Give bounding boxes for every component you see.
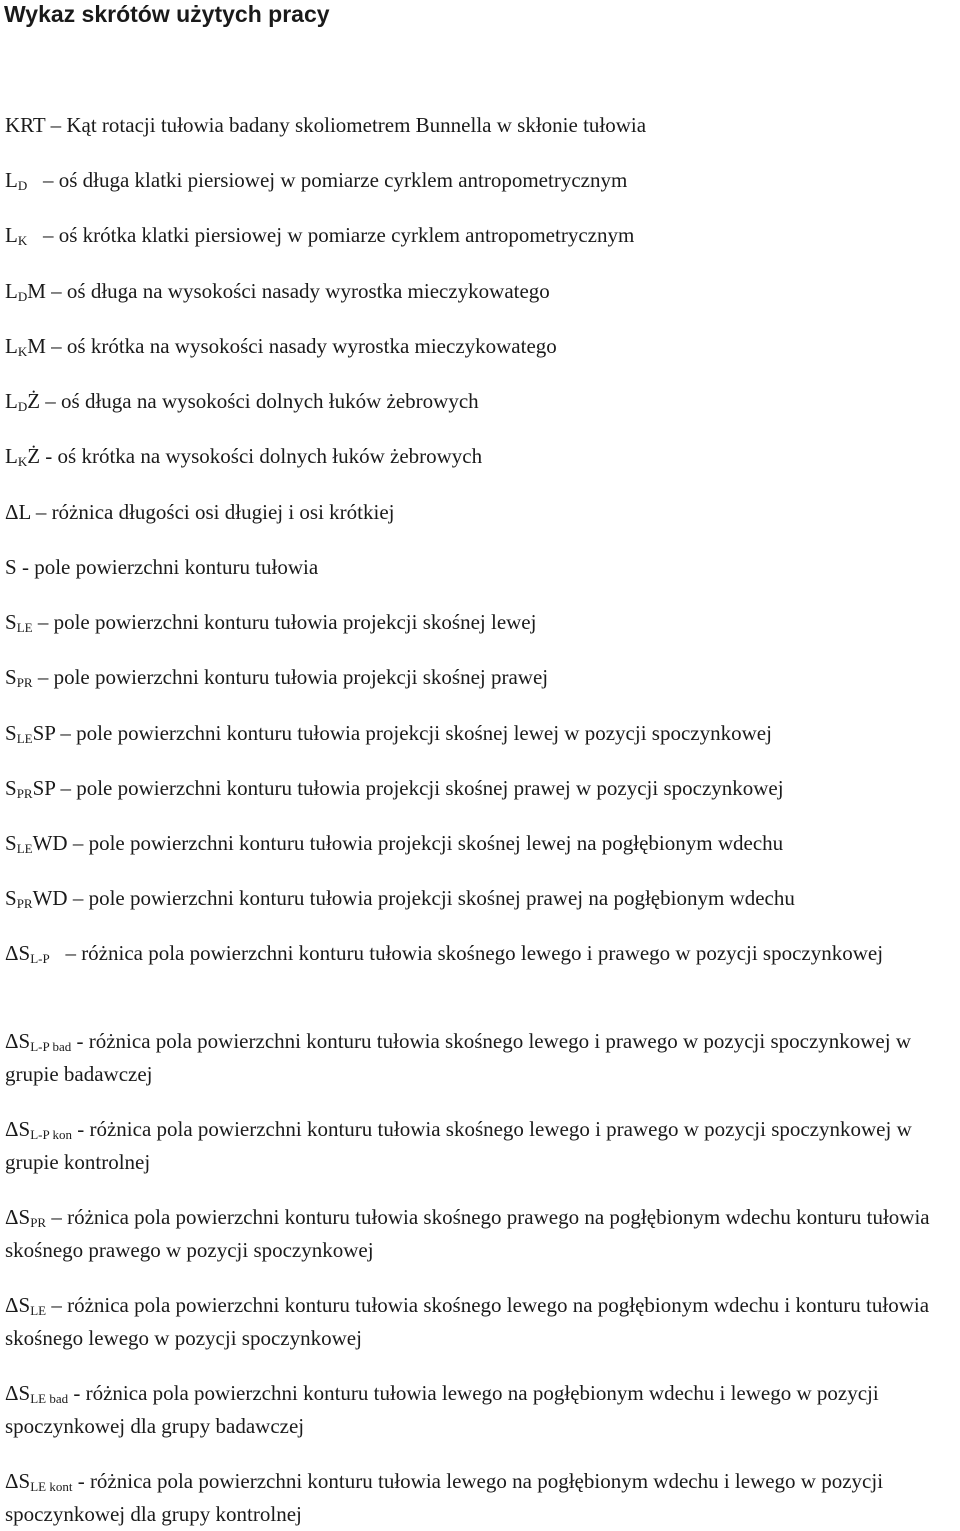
abbreviation-term xyxy=(5,444,40,468)
term-subscript: PR xyxy=(16,896,33,911)
dash-separator: – xyxy=(45,279,67,303)
dash-separator: - xyxy=(72,1469,90,1493)
abbreviation-description: różnica pola powierzchni konturu tułowia lewego na pogłębionym wdechu i lewego w pozycji spoczynkowej dla grupy badawczej xyxy=(5,1381,879,1438)
term-suffix: WD xyxy=(32,886,68,910)
abbreviation-term xyxy=(5,886,68,910)
abbreviation-description: pole powierzchni konturu tułowia projekcji skośnej lewej w pozycji spoczynkowej xyxy=(76,721,772,745)
dash-separator: – xyxy=(55,721,77,745)
term-subscript: LE bad xyxy=(30,1391,69,1406)
abbreviation-entry xyxy=(5,330,557,363)
term-subscript: K xyxy=(17,233,28,248)
abbreviation-description: pole powierzchni konturu tułowia projekcji skośnej prawej w pozycji spoczynkowej xyxy=(76,776,784,800)
dash-separator: - xyxy=(16,555,35,579)
term-suffix: SP xyxy=(32,776,56,800)
term-subscript: LE xyxy=(16,620,33,635)
abbreviation-description: różnica pola powierzchni konturu tułowia skośnego lewego i prawego w pozycji spoczynkowej w grupie badawczej xyxy=(5,1029,912,1086)
abbreviation-entry xyxy=(5,164,627,197)
abbreviation-term xyxy=(5,168,27,192)
abbreviation-term xyxy=(5,831,68,855)
term-symbol: L xyxy=(5,334,18,358)
term-symbol: L xyxy=(5,168,18,192)
term-symbol: S xyxy=(5,886,17,910)
dash-separator: – xyxy=(67,886,89,910)
term-symbol: ΔL xyxy=(5,500,31,524)
term-subscript: L-P kon xyxy=(30,1127,72,1142)
abbreviation-term xyxy=(5,1381,68,1405)
term-symbol: S xyxy=(5,721,17,745)
abbreviation-entry xyxy=(5,109,646,142)
term-symbol: L xyxy=(5,444,18,468)
abbreviation-description: oś krótka klatki piersiowej w pomiarze cyrklem antropometrycznym xyxy=(58,223,635,247)
abbreviation-entry xyxy=(5,1113,955,1179)
abbreviation-term xyxy=(5,721,55,745)
term-subscript: L-P bad xyxy=(30,1039,72,1054)
abbreviation-term xyxy=(5,1029,71,1053)
term-symbol: S xyxy=(5,665,17,689)
abbreviation-term xyxy=(5,1205,46,1229)
abbreviation-entry xyxy=(5,1377,955,1443)
abbreviation-description: różnica długości osi długiej i osi krótkiej xyxy=(51,500,395,524)
abbreviation-term xyxy=(5,113,45,137)
abbreviation-entry xyxy=(5,937,955,970)
abbreviation-term xyxy=(5,334,46,358)
term-symbol: ΔS xyxy=(5,1029,31,1053)
dash-separator: – xyxy=(40,389,62,413)
abbreviation-entry xyxy=(5,717,772,750)
abbreviation-entry xyxy=(5,882,795,915)
dash-separator: - xyxy=(40,444,58,468)
term-suffix: WD xyxy=(32,831,68,855)
abbreviation-entry xyxy=(5,1465,955,1531)
term-subscript: K xyxy=(17,454,28,469)
term-symbol: L xyxy=(5,389,18,413)
term-subscript: D xyxy=(17,399,28,414)
abbreviation-entry xyxy=(5,551,318,584)
abbreviation-term xyxy=(5,776,55,800)
term-subscript: D xyxy=(17,178,28,193)
abbreviation-entry xyxy=(5,827,783,860)
abbreviation-term xyxy=(5,610,33,634)
term-subscript: K xyxy=(17,344,28,359)
term-symbol: S xyxy=(5,831,17,855)
dash-separator: – xyxy=(49,941,82,965)
abbreviation-term xyxy=(5,1117,72,1141)
dash-separator: – xyxy=(46,1293,68,1317)
abbreviation-term xyxy=(5,279,46,303)
dash-separator: - xyxy=(68,1381,86,1405)
abbreviation-entry xyxy=(5,1289,955,1355)
term-subscript: LE kont xyxy=(30,1479,73,1494)
abbreviation-entry xyxy=(5,385,479,418)
abbreviation-entry xyxy=(5,1025,955,1091)
abbreviation-term xyxy=(5,665,33,689)
dash-separator: – xyxy=(46,1205,68,1229)
dash-separator: – xyxy=(55,776,77,800)
dash-separator: – xyxy=(27,168,59,192)
dash-separator: – xyxy=(32,665,54,689)
term-suffix: Ż xyxy=(27,444,41,468)
term-subscript: PR xyxy=(30,1215,47,1230)
term-symbol: S xyxy=(5,610,17,634)
term-symbol: ΔS xyxy=(5,1205,31,1229)
abbreviation-entry xyxy=(5,606,536,639)
dash-separator: – xyxy=(27,223,59,247)
term-symbol: L xyxy=(5,279,18,303)
abbreviation-term xyxy=(5,941,50,965)
term-suffix: M xyxy=(27,334,46,358)
term-symbol: S xyxy=(5,555,17,579)
abbreviation-term xyxy=(5,223,27,247)
dash-separator: – xyxy=(67,831,89,855)
abbreviation-term xyxy=(5,555,17,579)
abbreviation-description: różnica pola powierzchni konturu tułowia skośnego lewego i prawego w pozycji spoczynkowej xyxy=(81,941,884,965)
abbreviation-entry xyxy=(5,275,550,308)
dash-separator: – xyxy=(45,334,67,358)
abbreviation-entry xyxy=(5,1201,955,1267)
abbreviation-description: oś długa na wysokości dolnych łuków żebrowych xyxy=(61,389,479,413)
dash-separator: - xyxy=(71,1029,89,1053)
term-subscript: PR xyxy=(16,786,33,801)
abbreviation-entry xyxy=(5,772,784,805)
term-subscript: L-P xyxy=(30,951,50,966)
term-subscript: PR xyxy=(16,675,33,690)
term-symbol: L xyxy=(5,223,18,247)
term-symbol: ΔS xyxy=(5,1469,31,1493)
abbreviation-term xyxy=(5,389,40,413)
abbreviation-description: oś długa klatki piersiowej w pomiarze cyrklem antropometrycznym xyxy=(58,168,628,192)
abbreviation-entry xyxy=(5,219,634,252)
term-subscript: D xyxy=(17,289,28,304)
dash-separator: – xyxy=(32,610,54,634)
dash-separator: – xyxy=(30,500,52,524)
term-symbol: ΔS xyxy=(5,941,31,965)
dash-separator: - xyxy=(71,1117,90,1141)
abbreviation-entry xyxy=(5,661,548,694)
abbreviation-description: pole powierzchni konturu tułowia projekcji skośnej prawej xyxy=(53,665,549,689)
abbreviation-description: oś krótka na wysokości dolnych łuków żebrowych xyxy=(57,444,483,468)
term-suffix: Ż xyxy=(27,389,41,413)
abbreviation-description: różnica pola powierzchni konturu tułowia skośnego lewego na pogłębionym wdechu i konturu tułowia skośnego lewego w pozycji spoczynkowej xyxy=(5,1293,930,1350)
term-symbol: ΔS xyxy=(5,1293,31,1317)
abbreviation-description: różnica pola powierzchni konturu tułowia lewego na pogłębionym wdechu i lewego w pozycji spoczynkowej dla grupy kontrolnej xyxy=(5,1469,884,1526)
abbreviation-description: pole powierzchni konturu tułowia xyxy=(34,555,319,579)
term-subscript: LE xyxy=(30,1303,47,1318)
abbreviation-description: pole powierzchni konturu tułowia projekcji skośnej lewej na pogłębionym wdechu xyxy=(88,831,784,855)
abbreviation-description: Kąt rotacji tułowia badany skoliometrem Bunnella w skłonie tułowia xyxy=(66,113,647,137)
abbreviation-description: różnica pola powierzchni konturu tułowia skośnego prawego na pogłębionym wdechu konturu tułowia skośnego prawego w pozycji spoczynkowej xyxy=(5,1205,930,1262)
abbreviation-term xyxy=(5,1293,46,1317)
term-symbol: S xyxy=(5,776,17,800)
page-title: Wykaz skrótów użytych pracy xyxy=(4,1,330,27)
term-suffix: M xyxy=(27,279,46,303)
abbreviation-description: różnica pola powierzchni konturu tułowia skośnego lewego i prawego w pozycji spoczynkowej w grupie kontrolnej xyxy=(5,1117,912,1174)
term-suffix: SP xyxy=(32,721,56,745)
term-subscript: LE xyxy=(16,841,33,856)
abbreviation-entry xyxy=(5,496,395,529)
abbreviation-description: pole powierzchni konturu tułowia projekcji skośnej lewej xyxy=(53,610,537,634)
abbreviation-description: pole powierzchni konturu tułowia projekcji skośnej prawej na pogłębionym wdechu xyxy=(88,886,795,910)
term-symbol: ΔS xyxy=(5,1117,31,1141)
term-symbol: KRT xyxy=(5,113,46,137)
abbreviation-term xyxy=(5,500,31,524)
abbreviation-term xyxy=(5,1469,72,1493)
dash-separator: – xyxy=(45,113,67,137)
abbreviation-description: oś krótka na wysokości nasady wyrostka mieczykowatego xyxy=(66,334,557,358)
abbreviation-entry xyxy=(5,440,482,473)
term-symbol: ΔS xyxy=(5,1381,31,1405)
abbreviation-description: oś długa na wysokości nasady wyrostka mieczykowatego xyxy=(66,279,550,303)
term-subscript: LE xyxy=(16,731,33,746)
